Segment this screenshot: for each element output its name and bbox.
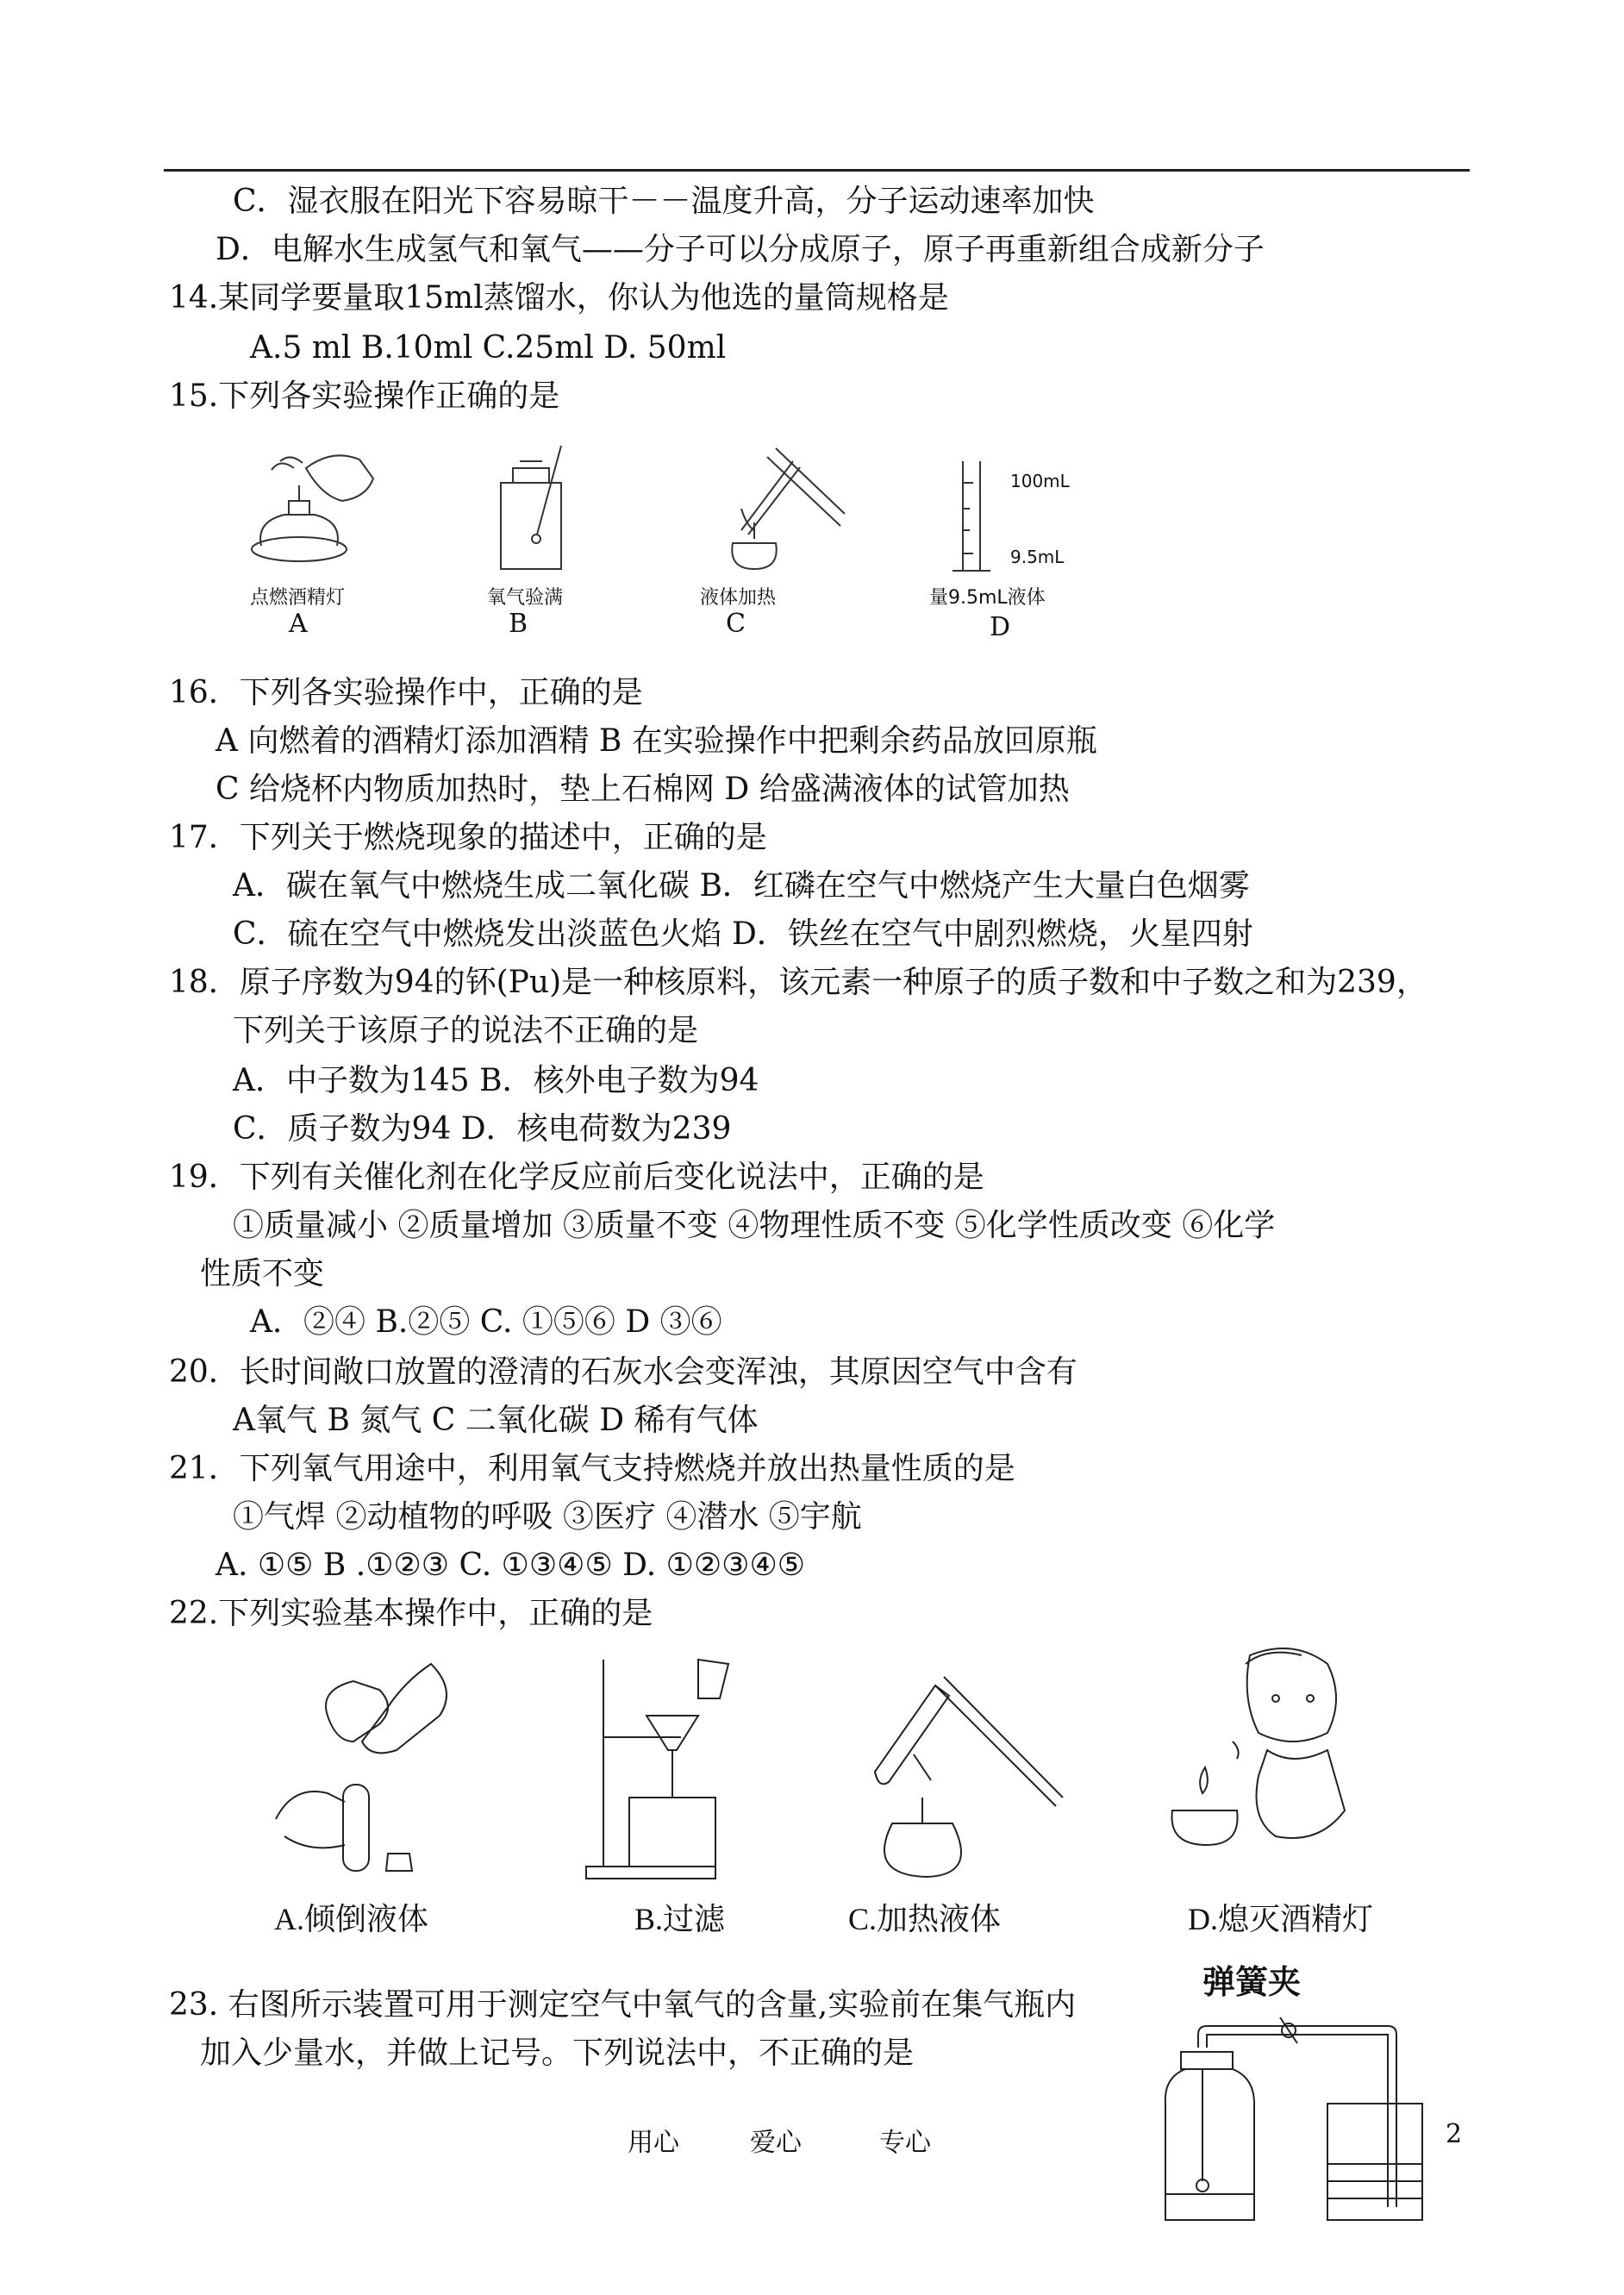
q17-options-cd: C．硫在空气中燃烧发出淡蓝色火焰 D．铁丝在空气中剧烈燃烧，火星四射: [233, 916, 1253, 952]
q14-options: A.5 ml B.10ml C.25ml D. 50ml: [250, 330, 727, 366]
q21-stem: 21．下列氧气用途中，利用氧气支持燃烧并放出热量性质的是: [169, 1451, 1015, 1486]
fig15-c-letter: C: [726, 609, 746, 639]
q19-options: A．②④ B.②⑤ C. ①⑤⑥ D ③⑥: [250, 1304, 722, 1340]
q22-stem: 22.下列实验基本操作中，正确的是: [169, 1596, 653, 1631]
q13-option-c: C．湿衣服在阳光下容易晾干－－温度升高，分子运动速率加快: [233, 184, 1095, 219]
q17-stem: 17．下列关于燃烧现象的描述中，正确的是: [169, 820, 767, 855]
spring-clip-label: 弹簧夹: [1202, 1963, 1302, 2001]
pouring-liquid-icon: [259, 1655, 483, 1888]
q20-stem: 20．长时间敞口放置的澄清的石灰水会变浑浊，其原因空气中含有: [169, 1354, 1077, 1390]
q19-items-cont: 性质不变: [200, 1256, 325, 1291]
q16-stem: 16．下列各实验操作中，正确的是: [169, 675, 643, 710]
header-rule: [164, 169, 1470, 172]
page-number: 2: [1446, 2119, 1463, 2149]
heating-liquid-icon: [840, 1651, 1073, 1892]
q21-options: A. ①⑤ B .①②③ C. ①③④⑤ D. ①②③④⑤: [215, 1548, 805, 1583]
fig15-d-caption: 量9.5mL液体: [929, 587, 1046, 609]
q19-stem: 19．下列有关催化剂在化学反应前后变化说法中，正确的是: [169, 1160, 984, 1195]
q20-options: A氧气 B 氮气 C 二氧化碳 D 稀有气体: [233, 1403, 759, 1438]
fig15-a-caption: 点燃酒精灯: [250, 587, 346, 609]
footer-right: 专心: [879, 2128, 931, 2158]
filtration-setup-icon: [569, 1651, 741, 1884]
footer-mid: 爱心: [750, 2128, 802, 2158]
fig15-d-bottom-mark: 9.5mL: [1010, 547, 1065, 567]
fig22-a-caption: A.倾倒液体: [274, 1902, 428, 1936]
fig22-b-caption: B.过滤: [634, 1902, 726, 1936]
fig22-d-caption: D.熄灭酒精灯: [1188, 1902, 1373, 1936]
graduated-cylinder-icon: [944, 457, 996, 586]
extinguishing-lamp-icon: [1164, 1638, 1371, 1888]
q13-option-d: D．电解水生成氢气和氧气——分子可以分成原子，原子再重新组合成新分子: [215, 232, 1265, 267]
q15-stem: 15.下列各实验操作正确的是: [169, 378, 560, 414]
q14-stem: 14.某同学要量取15ml蒸馏水，你认为他选的量筒规格是: [169, 280, 949, 316]
q18-options-ab: A．中子数为145 B．核外电子数为94: [233, 1063, 759, 1098]
q23-stem-2: 加入少量水，并做上记号。下列说法中，不正确的是: [200, 2035, 915, 2071]
q16-options-cd: C 给烧杯内物质加热时，垫上石棉网 D 给盛满液体的试管加热: [215, 772, 1070, 807]
fig22-c-caption: C.加热液体: [848, 1902, 1002, 1936]
test-tube-heating-icon: [707, 448, 862, 578]
fig15-a-letter: A: [289, 609, 308, 639]
q23-stem-1: 23. 右图所示装置可用于测定空气中氧气的含量,实验前在集气瓶内: [169, 1987, 1077, 2023]
fig15-c-caption: 液体加热: [700, 587, 777, 609]
gas-bottle-check-icon: [487, 444, 582, 573]
q16-options-ab: A 向燃着的酒精灯添加酒精 B 在实验操作中把剩余药品放回原瓶: [215, 723, 1097, 759]
q19-items: ①质量减小 ②质量增加 ③质量不变 ④物理性质不变 ⑤化学性质改变 ⑥化学: [233, 1208, 1276, 1243]
q18-stem-2: 下列关于该原子的说法不正确的是: [233, 1013, 699, 1048]
alcohol-lamp-lighting-icon: [246, 444, 392, 582]
q17-options-ab: A．碳在氧气中燃烧生成二氧化碳 B．红磷在空气中燃烧产生大量白色烟雾: [233, 868, 1250, 904]
fig15-d-letter: D: [990, 612, 1011, 642]
q18-stem-1: 18．原子序数为94的钚(Pu)是一种核原料，该元素一种原子的质子数和中子数之和为239，: [169, 965, 1427, 1000]
fig15-d-top-mark: 100mL: [1010, 471, 1070, 491]
q21-items: ①气焊 ②动植物的呼吸 ③医疗 ④潜水 ⑤宇航: [233, 1499, 862, 1535]
fig15-b-letter: B: [509, 609, 528, 639]
oxygen-measurement-apparatus-icon: [1155, 2000, 1431, 2242]
fig15-b-caption: 氧气验满: [487, 587, 564, 609]
q18-options-cd: C．质子数为94 D．核电荷数为239: [233, 1111, 732, 1147]
footer-left: 用心: [628, 2128, 679, 2158]
